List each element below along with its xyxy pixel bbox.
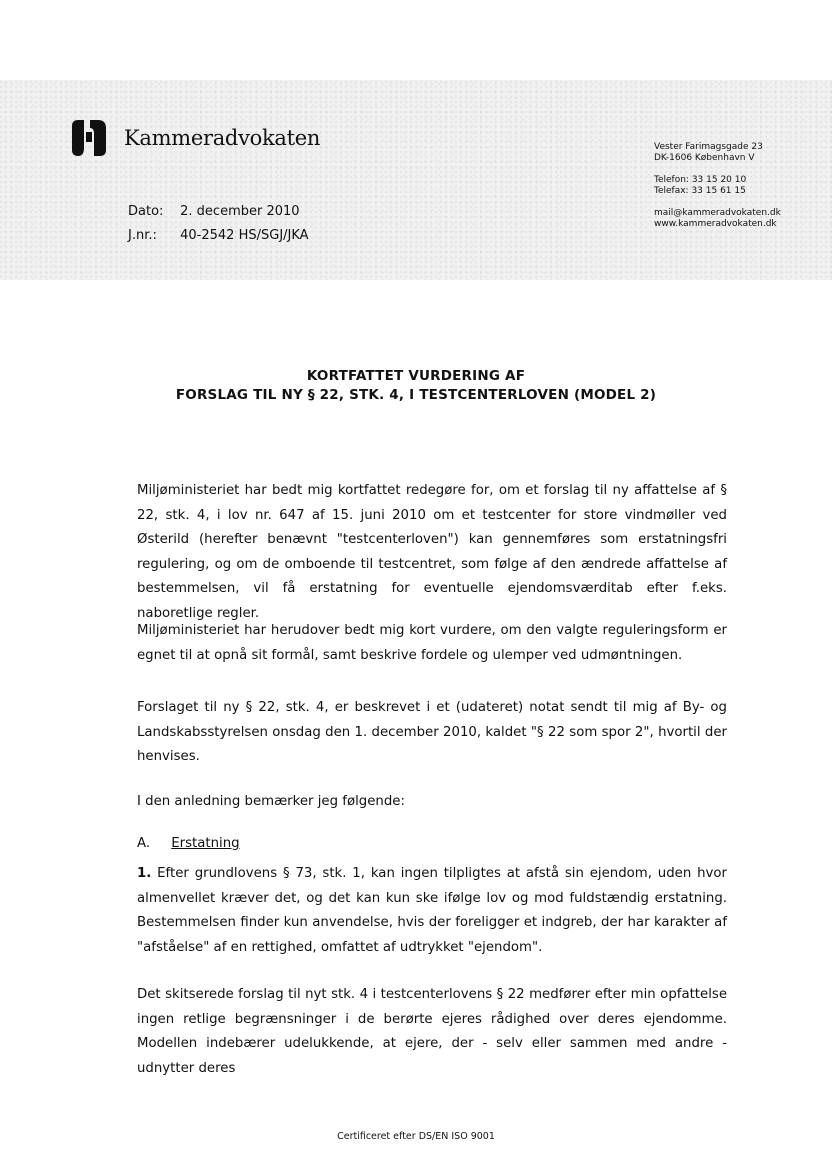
kammeradvokaten-logo-icon xyxy=(68,118,110,158)
section-heading-a xyxy=(137,836,240,851)
paragraph-number: 1. xyxy=(137,866,152,881)
journal-row xyxy=(128,228,309,243)
phone-number: Telefon: 33 15 20 10 xyxy=(654,175,747,185)
paragraph-proposal: Forslaget til ny § 22, stk. 4, er beskrevet i et (udateret) notat sendt til mig af By- og Landskabsstyrelsen onsdag den 1. december 2010, kaldet "§ 22 som spor 2", hvortil der henvises. xyxy=(137,700,727,764)
paragraph-intro: Miljøministeriet har bedt mig kortfattet redegøre for, om et forslag til ny affattelse af § 22, stk. 4, i lov nr. 647 af 15. juni 2010 om et testcenter for store vindmøller ved Østerild (herefter benævnt "testcenterloven") kan gennemføres som erstatningsfri regulering, og om de omboende til testcentret, som følge af den ændrede affattelse af bestemmelsen, vil få erstatning for eventuelle ejendomsværditab efter f.eks. naboretlige regler. xyxy=(137,483,727,621)
date-value: 2. december 2010 xyxy=(180,204,300,219)
paragraph-assessment: Det skitserede forslag til nyt stk. 4 i testcenterlovens § 22 medfører efter min opfattelse ingen retlige begrænsninger i de berørte ejeres rådighed over deres ejendomme. Modellen indebærer udelukkende, at ejere, der - selv eller sammen med andre - udnytter deres xyxy=(137,987,727,1076)
phone-block xyxy=(654,175,746,197)
contact-block xyxy=(654,208,781,230)
email-address: mail@kammeradvokaten.dk xyxy=(654,208,781,218)
document-title-line1: KORTFATTET VURDERING AF xyxy=(306,368,526,384)
website-address: www.kammeradvokaten.dk xyxy=(654,219,777,229)
brand-name: Kammeradvokaten xyxy=(124,126,321,150)
address-block xyxy=(654,142,763,164)
address-city: DK-1606 København V xyxy=(654,153,755,163)
paragraph-remarks: I den anledning bemærker jeg følgende: xyxy=(137,794,405,809)
section-letter: A. xyxy=(137,836,151,851)
address-street: Vester Farimagsgade 23 xyxy=(654,142,763,152)
section-title: Erstatning xyxy=(171,836,240,851)
document-title-line2: FORSLAG TIL NY § 22, STK. 4, I TESTCENTERLOVEN (MODEL 2) xyxy=(175,387,657,403)
fax-number: Telefax: 33 15 61 15 xyxy=(654,186,746,196)
journal-value: 40-2542 HS/SGJ/JKA xyxy=(180,228,309,243)
date-label: Dato: xyxy=(128,204,164,219)
paragraph-request: Miljøministeriet har herudover bedt mig kort vurdere, om den valgte reguleringsform er egnet til at opnå sit formål, samt beskrive fordele og ulemper ved udmøntningen. xyxy=(137,623,727,663)
certification-footer: Certificeret efter DS/EN ISO 9001 xyxy=(337,1131,495,1142)
paragraph-numbered-1-text: Efter grundlovens § 73, stk. 1, kan ingen tilpligtes at afstå sin ejendom, uden hvor almenvellet kræver det, og det kan kun ske ifølge lov og mod fuldstændig erstatning. Bestemmelsen finder kun anvendelse, hvis der foreligger et indgreb, der har karakter af "afståelse" af en rettighed, omfattet af udtrykket "ejendom". xyxy=(137,866,728,955)
journal-label: J.nr.: xyxy=(128,228,157,243)
date-row xyxy=(128,204,300,219)
paragraph-numbered-1 xyxy=(137,862,727,960)
